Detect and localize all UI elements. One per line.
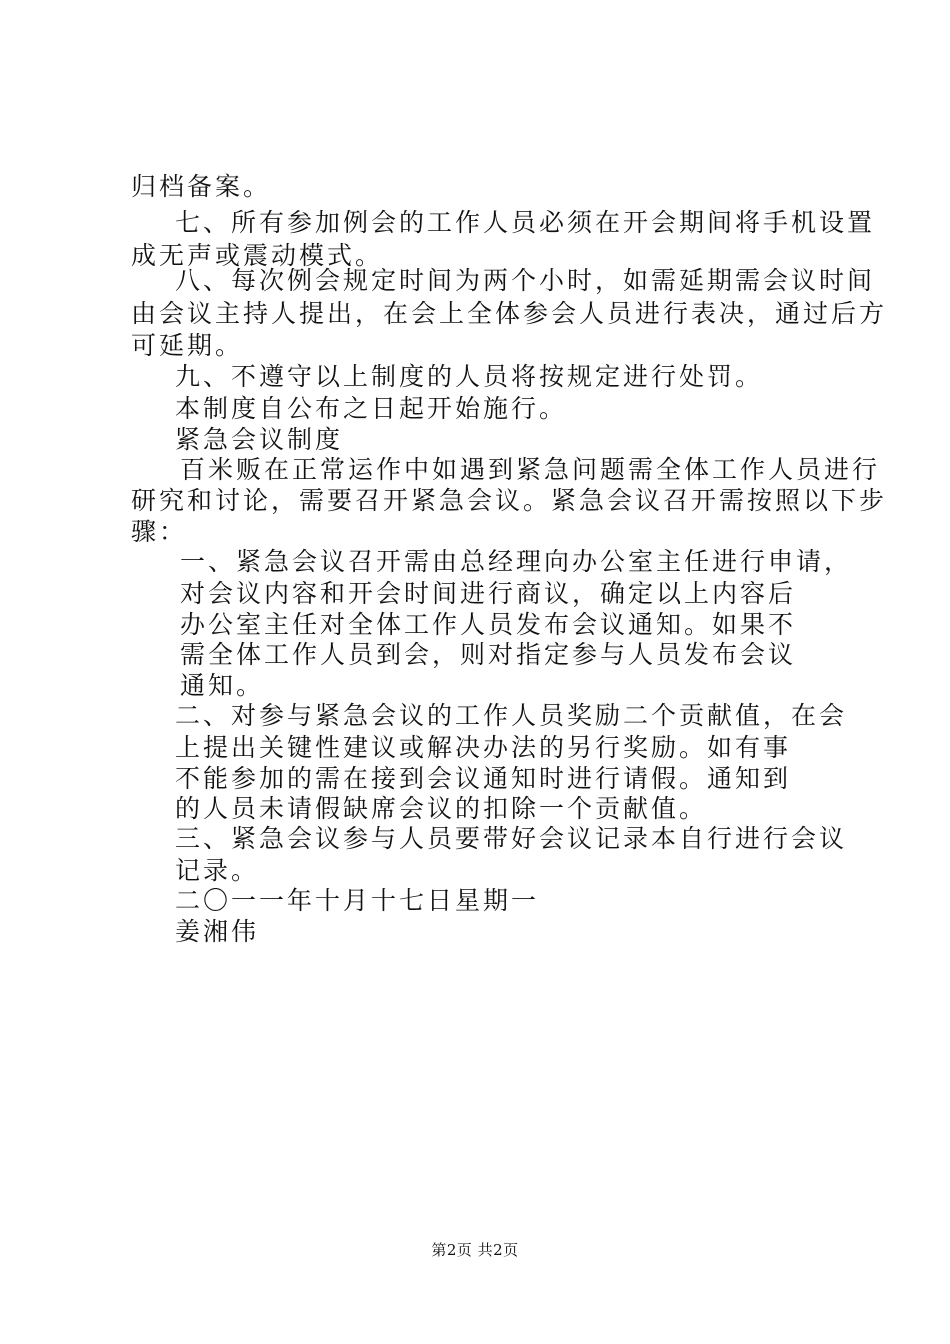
text-line: 记录。: [175, 856, 260, 885]
text-line: 一、紧急会议召开需由总经理向办公室主任进行申请，: [180, 547, 853, 576]
text-line: 不能参加的需在接到会议通知时进行请假。通知到: [175, 764, 792, 793]
text-line: 需全体工作人员到会，则对指定参与人员发布会议: [180, 640, 797, 669]
page-footer: 第2页 共2页: [431, 1241, 519, 1259]
text-line: 研究和讨论，需要召开紧急会议。紧急会议召开需按照以下步: [131, 486, 888, 515]
text-line: 骤：: [131, 517, 188, 546]
text-line: 归档备案。: [131, 172, 272, 201]
text-line: 八、每次例会规定时间为两个小时，如需延期需会议时间: [175, 266, 876, 295]
section-heading: 紧急会议制度: [175, 425, 344, 454]
text-line: 上提出关键性建议或解决办法的另行奖励。如有事: [175, 733, 792, 762]
text-line: 七、所有参加例会的工作人员必须在开会期间将手机设置: [175, 208, 876, 237]
text-line: 二、对参与紧急会议的工作人员奖励二个贡献值，在会: [175, 701, 848, 730]
text-line: 可延期。: [131, 331, 244, 360]
text-line: 百米贩在正常运作中如遇到紧急问题需全体工作人员进行: [180, 455, 881, 484]
text-line: 由会议主持人提出，在会上全体参会人员进行表决，通过后方: [131, 299, 888, 328]
text-line: 九、不遵守以上制度的人员将按规定进行处罚。: [175, 362, 764, 391]
text-line: 的人员未请假缺席会议的扣除一个贡献值。: [175, 794, 708, 823]
text-line: 通知。: [180, 671, 265, 700]
text-line: 成无声或震动模式。: [131, 241, 384, 270]
date-line: 二〇一一年十月十七日星期一: [175, 886, 540, 915]
text-line: 三、紧急会议参与人员要带好会议记录本自行进行会议: [175, 824, 848, 853]
text-line: 办公室主任对全体工作人员发布会议通知。如果不: [180, 610, 797, 639]
text-line: 本制度自公布之日起开始施行。: [175, 394, 568, 423]
text-line: 对会议内容和开会时间进行商议，确定以上内容后: [180, 579, 797, 608]
signature-line: 姜湘伟: [175, 917, 260, 946]
